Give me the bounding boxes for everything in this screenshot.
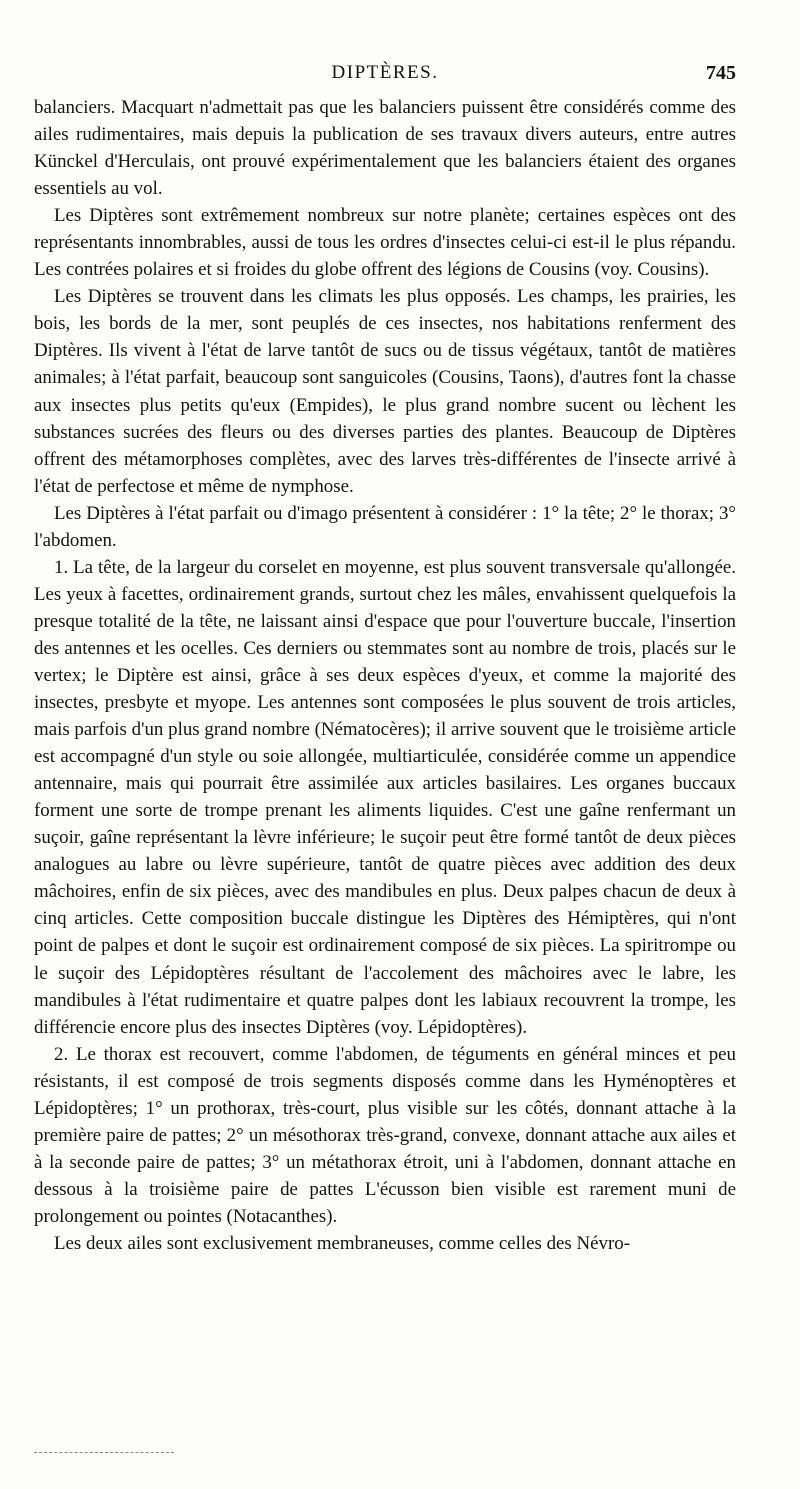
running-head: DIPTÈRES. [331,62,439,83]
paragraph-habitat: Les Diptères se trouvent dans les climats les plus opposés. Les champs, les prairies, les bois, les bords de la mer, sont peuplés de ces insectes, nos habitations renferment des Diptères. Ils vivent à l'état de larve tantôt de sucs ou de tissus végétaux, tantôt de matières animales; à l'état parfait, beaucoup sont sanguicoles (Cousins, Taons), d'autres font la chasse aux insectes plus petits qu'eux (Empides), le plus grand nombre sucent ou lèchent les substances sucrées des fleurs ou des diverses parties des plantes. Beaucoup de Diptères offrent des métamorphoses complètes, avec des larves très-différentes de l'insecte arrivé à l'état de perfectose et même de nymphose. [34,286,736,497]
paragraph-thorax: 2. Le thorax est recouvert, comme l'abdomen, de téguments en général minces et peu résistants, il est composé de trois segments disposés comme dans les Hyménoptères et Lépidoptères; 1° un prothorax, très-court, plus visible sur les côtés, donnant attache à la première paire de pattes; 2° un mésothorax très-grand, convexe, donnant attache aux ailes et à la seconde paire de pattes; 3° un métathorax étroit, uni à l'abdomen, donnant attache en dessous à la troisième paire de pattes L'écusson bien visible est rarement muni de prolongement ou pointes (Notacanthes). [34,1043,736,1227]
paragraph-tete: 1. La tête, de la largeur du corselet en moyenne, est plus souvent transversale qu'allongée. Les yeux à facettes, ordinairement grands, surtout chez les mâles, envahissent quelquefois la presque totalité de la tête, ne laissant ainsi d'espace que pour l'ouverture buccale, l'insertion des antennes et les ocelles. Ces derniers ou stemmates sont au nombre de trois, placés sur le vertex; le Diptère est ainsi, grâce à ses deux espèces d'yeux, et comme la majorité des insectes, presbyte et myope. Les antennes sont composées le plus souvent de trois articles, mais parfois d'un plus grand nombre (Nématocères); il arrive souvent que le troisième article est accompagné d'un style ou soie allongée, multiarticulée, considérée comme un appendice antennaire, mais qui pourrait être assimilée aux articles basilaires. Les organes buccaux forment une sorte de trompe prenant les aliments liquides. C'est une gaîne renfermant un suçoir, gaîne représentant la lèvre inférieure; le suçoir peut être formé tantôt de deux pièces analogues au labre ou lèvre supérieure, tantôt de quatre pièces avec addition des deux mâchoires, enfin de six pièces, avec des mandibules en plus. Deux palpes chacun de deux à cinq articles. Cette composition buccale distingue les Diptères des Hémiptères, qui n'ont point de palpes et dont le suçoir est ordinairement composé de six pièces. La spiritrompe ou le suçoir des Lépidoptères résultant de l'accolement des mâchoires avec le labre, les mandibules à l'état rudimentaire et quatre palpes dont les labiaux recouvrent la trompe, les différencie encore plus des insectes Diptères (voy. Lépidoptères). [34,556,736,1038]
body-text [34,94,736,1257]
paragraph-ailes: Les deux ailes sont exclusivement membraneuses, comme celles des Névro- [54,1232,630,1254]
paragraph-imago: Les Diptères à l'état parfait ou d'imago présentent à considérer : 1° la tête; 2° le thorax; 3° l'abdomen. [34,502,736,551]
paragraph-balanciers: balanciers. Macquart n'admettait pas que les balanciers puissent être considérés comme des ailes rudimentaires, mais depuis la publication de ses travaux divers auteurs, entre autres Künckel d'Herculais, ont prouvé expérimentalement que les balanciers étaient des organes essentiels au vol. [34,97,736,200]
paragraph-nombre: Les Diptères sont extrêmement nombreux sur notre planète; certaines espèces ont des représentants innombrables, aussi de tous les ordres d'insectes celui-ci est-il le plus répandu. Les contrées polaires et si froides du globe offrent des légions de Cousins (voy. Cousins). [34,205,736,281]
page-number: 745 [706,62,736,84]
footer-rule [34,1452,174,1453]
page-header [34,62,736,92]
